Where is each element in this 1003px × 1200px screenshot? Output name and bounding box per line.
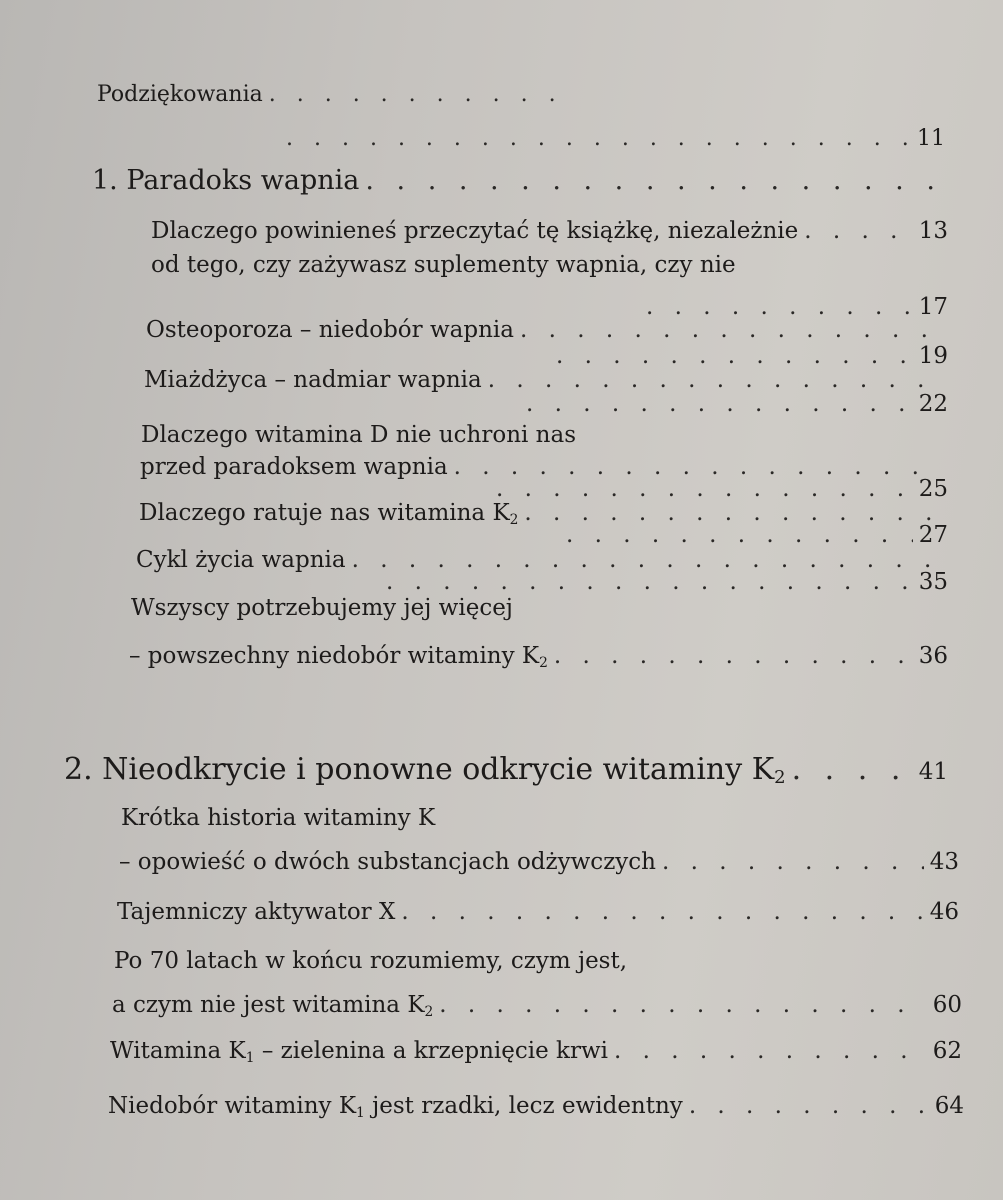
toc-entry-continued xyxy=(151,252,736,278)
toc-entry-title: Osteoporoza – niedobór wapnia xyxy=(146,317,514,343)
chapter-title: 1. Paradoks wapnia xyxy=(92,165,360,196)
dot-leader xyxy=(269,82,571,107)
toc-entry xyxy=(112,992,962,1020)
toc-entry-title: Dlaczego ratuje nas witamina $K_2$ xyxy=(139,500,519,528)
toc-entry-title: przed paradoksem wapnia xyxy=(140,454,448,480)
page-number: 25 xyxy=(918,476,948,502)
dot-leader xyxy=(614,1038,927,1064)
toc-entry-title-line: Po 70 latach w końcu rozumiemy, czym jest, xyxy=(114,948,628,974)
toc-entry-leader xyxy=(490,476,948,502)
dot-leader xyxy=(804,218,912,244)
toc-entry-title-line: Dlaczego witamina D nie uchroni nas xyxy=(141,422,577,448)
toc-entry-title: Witamina $K_1$ – zielenina a krzepnięcie krwi xyxy=(110,1038,609,1066)
toc-entry xyxy=(144,367,948,393)
page-number: 60 xyxy=(932,992,962,1018)
chapter-title: 2. Nieodkrycie i ponowne odkrycie witaminy $K_2$ xyxy=(64,752,786,788)
toc-entry xyxy=(129,643,948,671)
chapter-1-heading xyxy=(92,165,947,196)
toc-entry-title: Dlaczego powinieneś przeczytać tę książkę, niezależnie xyxy=(151,218,799,244)
toc-entry-leader xyxy=(550,343,948,369)
chapter-2-heading xyxy=(64,752,948,788)
page-number: 64 xyxy=(934,1093,964,1119)
dot-leader xyxy=(439,992,926,1018)
toc-entry-acknowledgements-continuation xyxy=(280,126,945,151)
dot-leader xyxy=(520,317,942,343)
toc-entry-title: od tego, czy zażywasz suplementy wapnia, czy nie xyxy=(151,252,736,278)
page-number: 36 xyxy=(918,643,948,669)
toc-entry-title-line: Krótka historia witaminy K xyxy=(121,805,436,831)
toc-entry-title: Tajemniczy aktywator X xyxy=(117,899,396,925)
page-number: 62 xyxy=(932,1038,962,1064)
dot-leader xyxy=(662,849,924,875)
toc-entry-leader xyxy=(560,522,948,548)
page-number: 43 xyxy=(929,849,959,875)
toc-entry xyxy=(151,218,948,244)
toc-entry-title: Niedobór witaminy $K_1$ jest rzadki, lecz ewidentny xyxy=(108,1093,683,1121)
toc-entry-title: Podziękowania xyxy=(97,82,263,107)
page-number: 22 xyxy=(918,391,948,417)
toc-entry-title: – opowieść o dwóch substancjach odżywczych xyxy=(119,849,656,875)
toc-entry-title: Miażdżyca – nadmiar wapnia xyxy=(144,367,482,393)
toc-entry-leader xyxy=(520,391,948,417)
toc-entry xyxy=(119,849,959,875)
dot-leader xyxy=(488,367,942,393)
toc-entry-title: a czym nie jest witamina $K_2$ xyxy=(112,992,434,1020)
dot-leader xyxy=(792,752,913,787)
dot-leader xyxy=(556,343,913,369)
dot-leader xyxy=(554,643,913,669)
dot-leader xyxy=(386,569,913,595)
dot-leader xyxy=(566,522,913,548)
toc-entry xyxy=(117,899,959,925)
toc-entry xyxy=(146,317,948,343)
toc-entry-leader xyxy=(380,569,948,595)
toc-entry xyxy=(110,1038,962,1066)
page-number: 17 xyxy=(918,294,948,320)
dot-leader xyxy=(496,476,913,502)
dot-leader xyxy=(286,126,911,151)
page-number: 46 xyxy=(929,899,959,925)
dot-leader xyxy=(401,899,923,925)
toc-entry-title: Cykl życia wapnia xyxy=(136,547,346,573)
page-number: 27 xyxy=(918,522,948,548)
page-number: 19 xyxy=(918,343,948,369)
page-number: 11 xyxy=(917,126,945,151)
toc-entry-acknowledgements xyxy=(97,82,577,107)
page-number: 41 xyxy=(918,759,948,785)
toc-entry xyxy=(108,1093,964,1121)
dot-leader xyxy=(365,165,941,196)
dot-leader xyxy=(526,391,913,417)
toc-entry-title-line: Wszyscy potrzebujemy jej więcej xyxy=(131,595,513,621)
page-number: 35 xyxy=(918,569,948,595)
page-number: 13 xyxy=(918,218,948,244)
dot-leader xyxy=(689,1093,929,1119)
toc-entry-title: – powszechny niedobór witaminy $K_2$ xyxy=(129,643,548,671)
